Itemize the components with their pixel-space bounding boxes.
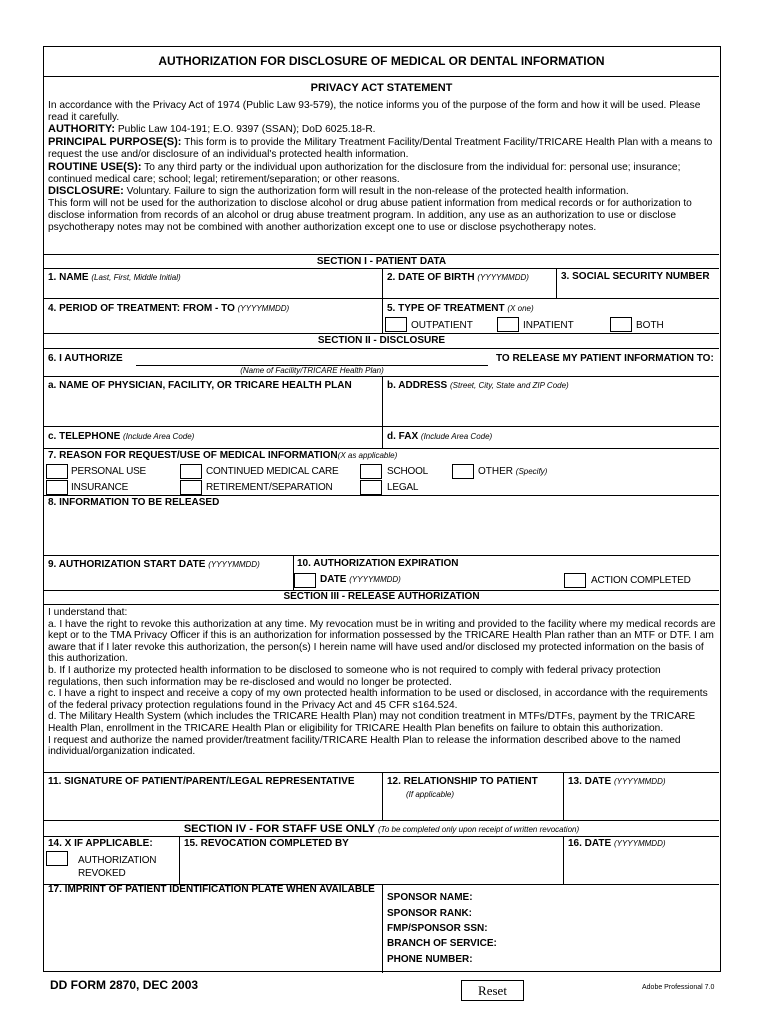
revoked-label-2: REVOKED: [78, 868, 126, 879]
reason-label-wrap: [48, 450, 397, 462]
sponsor-info-fields[interactable]: [494, 890, 716, 968]
start-hint: (YYYYMMDD): [208, 560, 260, 569]
relationship-label: 12. RELATIONSHIP TO PATIENT: [387, 776, 538, 787]
name-hint: (Last, First, Middle Initial): [91, 273, 181, 282]
legal-label: LEGAL: [387, 482, 419, 493]
sponsor-rank-label: SPONSOR RANK:: [387, 908, 473, 919]
reason-hint: (X as applicable): [337, 451, 398, 460]
divider: [382, 772, 383, 820]
personal-use-checkbox[interactable]: [46, 464, 68, 479]
purpose-text: This form is to provide the Military Treatment Facility/Dental Treatment Facility/TRICARE Health Plan with a means to request the use and/or disclosure of an individual's protected health information.: [48, 137, 713, 161]
divider: [44, 555, 719, 556]
fax-hint: (Include Area Code): [420, 432, 493, 441]
term-a: a. I have the right to revoke this authorization at any time. My revocation must be in writing and provided to the facility where my medical records are kept or to the TMA Privacy Officer if this is an authorization for information possessed by the TRICARE Health Plan rather than an MTF or DTF. I am aware that if I later revoke this authorization, the person(s) I herein name will have used and/or disclosed my protected information on the basis of this authorization.: [48, 618, 716, 665]
reason-label: 7. REASON FOR REQUEST/USE OF MEDICAL INFORMATION: [48, 450, 338, 461]
dob-label: 2. DATE OF BIRTH: [387, 272, 475, 283]
outpatient-label: OUTPATIENT: [411, 320, 473, 331]
routine-label: ROUTINE USE(S):: [48, 160, 142, 173]
branch-label: BRANCH OF SERVICE:: [387, 938, 497, 949]
disclosure-text: Voluntary. Failure to sign the authorization form will result in the non-release of the protected health information.: [126, 186, 629, 198]
expiration-label: 10. AUTHORIZATION EXPIRATION: [297, 558, 459, 569]
disclosure-line: [48, 185, 716, 198]
divider: [44, 298, 719, 299]
section4-heading: SECTION IV - FOR STAFF USE ONLY: [183, 823, 375, 835]
date13-wrap: [568, 776, 666, 788]
address-label: b. ADDRESS: [387, 380, 448, 391]
purpose-line: [48, 136, 716, 161]
info-label: 8. INFORMATION TO BE RELEASED: [48, 497, 220, 508]
divider: [179, 836, 180, 884]
ssn-field[interactable]: [558, 285, 718, 297]
address-label-wrap: [387, 380, 569, 392]
section4-hint: (To be completed only upon receipt of written revocation): [378, 825, 580, 834]
term-c: c. I have a right to inspect and receive a copy of my own protected health information to be used or disclosed, in accordance with the requirements of the federal privacy protection regulations found in the Privacy Act and 45 CFR s164.524.: [48, 688, 708, 711]
divider: [44, 76, 719, 77]
signature-label: 11. SIGNATURE OF PATIENT/PARENT/LEGAL REPRESENTATIVE: [48, 776, 355, 787]
dob-field[interactable]: [384, 285, 554, 297]
divider: [44, 448, 719, 449]
date13-hint: (YYYYMMDD): [613, 777, 666, 786]
expiration-date-checkbox[interactable]: [294, 573, 316, 588]
type-label: 5. TYPE OF TREATMENT: [387, 303, 505, 314]
start-label: 9. AUTHORIZATION START DATE: [48, 559, 206, 570]
imprint-label: 17. IMPRINT OF PATIENT IDENTIFICATION PLATE WHEN AVAILABLE: [48, 884, 375, 895]
name-label: 1. NAME: [48, 272, 89, 283]
x-applicable-label: 14. X IF APPLICABLE:: [48, 838, 153, 849]
school-label: SCHOOL: [387, 466, 429, 477]
continued-care-label: CONTINUED MEDICAL CARE: [206, 466, 339, 477]
physician-field[interactable]: [44, 393, 381, 425]
expiration-date-field[interactable]: [424, 572, 564, 589]
sponsor-name-label: SPONSOR NAME:: [387, 892, 473, 903]
relationship-hint: (If applicable): [406, 790, 455, 799]
phone-hint: (Include Area Code): [123, 432, 195, 441]
info-field[interactable]: [44, 510, 718, 554]
date16-field[interactable]: [565, 851, 718, 883]
both-label: BOTH: [636, 320, 664, 331]
date16-label: 16. DATE: [568, 838, 612, 849]
address-hint: (Street, City, State and ZIP Code): [449, 381, 569, 390]
form-id: DD FORM 2870, DEC 2003: [50, 978, 199, 992]
divider: [44, 836, 719, 837]
expiration-date-hint: (YYYYMMDD): [349, 575, 401, 584]
period-label-wrap: [48, 303, 289, 315]
expiration-date-label: DATE: [320, 574, 347, 585]
divider: [44, 426, 719, 427]
legal-checkbox[interactable]: [360, 480, 382, 495]
period-label: 4. PERIOD OF TREATMENT: FROM - TO: [48, 303, 235, 314]
divider: [382, 268, 383, 334]
facility-field[interactable]: [136, 350, 488, 365]
divider: [44, 820, 719, 821]
start-label-wrap: [48, 559, 260, 571]
authorize-label: 6. I AUTHORIZE: [48, 353, 123, 364]
term-d: d. The Military Health System (which includes the TRICARE Health Plan) may not condition treatment in MTFs/DTFs, payment by the TRICARE Health Plan, enrollment in the TRICARE Health Plan or eligibility for TRICARE Health Plan benefits on failure to obtain this authorization.: [48, 711, 696, 734]
other-specify-field[interactable]: [564, 463, 716, 479]
routine-line: [48, 161, 716, 186]
divider: [44, 604, 719, 605]
other-label-wrap: [478, 466, 547, 478]
privacy-statement: [48, 100, 716, 233]
revocation-field[interactable]: [181, 851, 562, 883]
divider: [563, 836, 564, 884]
physician-label: a. NAME OF PHYSICIAN, FACILITY, OR TRICARE HEALTH PLAN: [48, 380, 352, 391]
personal-use-label: PERSONAL USE: [71, 466, 147, 477]
dob-hint: (YYYYMMDD): [477, 273, 529, 282]
privacy-intro: In accordance with the Privacy Act of 1974 (Public Law 93-579), the notice informs you of the purpose of the form and how it will be used. Please read it carefully.: [48, 100, 701, 123]
divider: [382, 376, 383, 448]
revoked-label-1: AUTHORIZATION: [78, 855, 157, 866]
divider: [44, 333, 719, 334]
action-completed-checkbox[interactable]: [564, 573, 586, 588]
facility-hint: (Name of Facility/TRICARE Health Plan): [240, 366, 384, 375]
imprint-field[interactable]: [44, 899, 381, 969]
other-hint: (Specify): [515, 467, 548, 476]
outpatient-checkbox[interactable]: [385, 317, 407, 332]
section3-heading: SECTION III - RELEASE AUTHORIZATION: [283, 591, 480, 602]
reset-button[interactable]: Reset: [461, 980, 524, 1001]
revoked-checkbox[interactable]: [46, 851, 68, 866]
authority-line: [48, 123, 716, 136]
signature-field[interactable]: [44, 789, 381, 819]
purpose-label: PRINCIPAL PURPOSE(S):: [48, 136, 182, 149]
dob-label-wrap: [387, 272, 529, 284]
insurance-label: INSURANCE: [71, 482, 129, 493]
name-label-wrap: [48, 272, 181, 284]
divider: [556, 268, 557, 298]
release-label: TO RELEASE MY PATIENT INFORMATION TO:: [496, 353, 714, 364]
ssn-label: 3. SOCIAL SECURITY NUMBER: [561, 271, 710, 282]
revocation-label: 15. REVOCATION COMPLETED BY: [184, 838, 349, 849]
date16-hint: (YYYYMMDD): [613, 839, 666, 848]
divider: [382, 884, 383, 973]
other-checkbox[interactable]: [452, 464, 474, 479]
authority-text: Public Law 104-191; E.O. 9397 (SSAN); DoD 6025.18-R.: [117, 124, 376, 136]
section2-heading: SECTION II - DISCLOSURE: [317, 335, 446, 346]
privacy-heading: PRIVACY ACT STATEMENT: [310, 82, 453, 94]
date16-wrap: [568, 838, 666, 850]
action-completed-label: ACTION COMPLETED: [591, 575, 691, 586]
fmp-ssn-label: FMP/SPONSOR SSN:: [387, 923, 488, 934]
relationship-field[interactable]: [384, 801, 562, 818]
producer-note: Adobe Professional 7.0: [642, 984, 715, 991]
dd-form-2870: [43, 46, 721, 972]
fax-field[interactable]: [504, 428, 716, 446]
section1-heading: SECTION I - PATIENT DATA: [316, 256, 447, 267]
routine-text: To any third party or the individual upon authorization for the disclosure from the individual for: personal use; insurance; continued medical care; school; legal; retirement/separation; or other reasons.: [48, 161, 681, 185]
inpatient-checkbox[interactable]: [497, 317, 519, 332]
date13-field[interactable]: [565, 789, 718, 819]
release-terms: [48, 607, 716, 758]
phone-label: c. TELEPHONE: [48, 431, 121, 442]
fax-label-wrap: [387, 431, 492, 443]
phone-number-label: PHONE NUMBER:: [387, 954, 473, 965]
form-title: AUTHORIZATION FOR DISCLOSURE OF MEDICAL OR DENTAL INFORMATION: [158, 54, 605, 68]
privacy-note: This form will not be used for the authorization to disclose alcohol or drug abuse patient information from medical records or for authorization to disclose information from records of an alcohol or drug abuse treatment program. In addition, any use as an authorization to use or disclose psychotherapy notes may not be combined with another authorization except one to use or disclose psychotherapy notes.: [48, 198, 692, 233]
authority-label: AUTHORITY:: [48, 123, 116, 136]
phone-field[interactable]: [184, 428, 380, 446]
school-checkbox[interactable]: [360, 464, 382, 479]
period-field[interactable]: [44, 317, 381, 333]
other-label: OTHER: [478, 466, 513, 477]
retirement-label: RETIREMENT/SEPARATION: [206, 482, 333, 493]
continued-care-checkbox[interactable]: [180, 464, 202, 479]
type-label-wrap: [387, 303, 534, 315]
divider: [44, 254, 719, 255]
expiration-date-wrap: [320, 574, 401, 586]
phone-label-wrap: [48, 431, 194, 443]
divider: [563, 772, 564, 820]
insurance-checkbox[interactable]: [46, 480, 68, 495]
address-field[interactable]: [384, 393, 718, 425]
request-statement: I request and authorize the named provider/treatment facility/TRICARE Health Plan to release the information described above to the named individual/organization indicated.: [48, 734, 681, 758]
disclosure-label: DISCLOSURE:: [48, 185, 124, 198]
understand-line: I understand that:: [48, 607, 128, 618]
name-field[interactable]: [44, 285, 381, 297]
start-date-field[interactable]: [44, 571, 289, 588]
section4-heading-wrap: [44, 823, 719, 836]
fax-label: d. FAX: [387, 431, 419, 442]
period-hint: (YYYYMMDD): [237, 304, 290, 313]
term-b: b. If I authorize my protected health information to be disclosed to someone who is not required to comply with federal privacy protection regulations, then such information may be re-disclosed and would no longer be protected.: [48, 664, 661, 688]
inpatient-label: INPATIENT: [523, 320, 574, 331]
both-checkbox[interactable]: [610, 317, 632, 332]
retirement-checkbox[interactable]: [180, 480, 202, 495]
type-hint: (X one): [507, 304, 534, 313]
divider: [44, 495, 719, 496]
date13-label: 13. DATE: [568, 776, 612, 787]
divider: [44, 348, 719, 349]
